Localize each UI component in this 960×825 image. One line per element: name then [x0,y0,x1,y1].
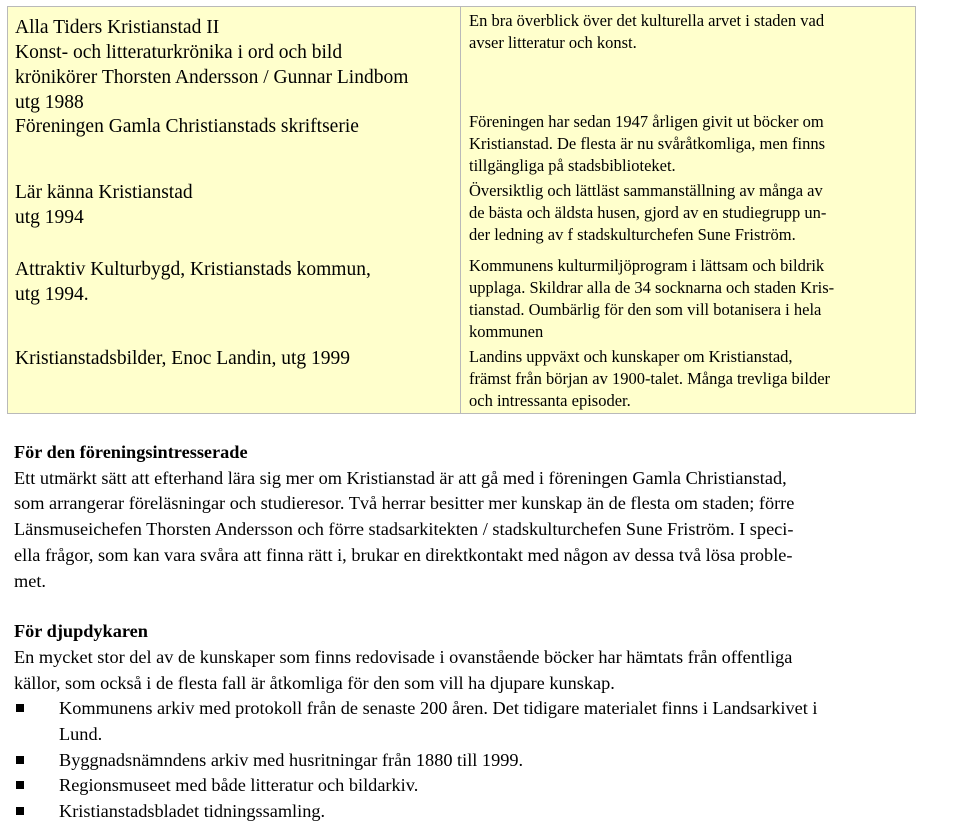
book-description: Landins uppväxt och kunskaper om Kristianstad, främst från början av 1900-talet. Många trevliga bilder och intressanta episoder. [469,347,831,410]
paragraph-interested: Ett utmärkt sätt att efterhand lära sig mer om Kristianstad är att gå med i föreningen Gamla Christianstad, som arrangerar föreläsningar och studieresor. Två herrar besitter mer kunskap än de flesta om staden; förre Länsmuseichefen Thorsten Andersson och förre stadsarkitekten / stadskulturchefen Sune Friström. I speci- ella frågor, som kan vara svåra att finna rätt i, brukar en direktkontakt med någon av dessa två lösa proble- met. [14,467,795,591]
book-title: Kristianstadsbilder, Enoc Landin, utg 1999 [15,348,350,369]
book-title: Föreningen Gamla Christianstads skriftserie [15,116,359,137]
body-text [14,440,946,825]
list-item: Byggnadsnämndens arkiv med husritningar från 1880 till 1999. [14,748,946,774]
book-description: Föreningen har sedan 1947 årligen givit ut böcker om Kristianstad. De flesta är nu svåråtkomliga, men finns tillgängliga på stadsbiblioteket. [469,112,826,175]
section-heading-interested: För den föreningsintresserade [14,442,248,462]
book-title: Lär känna Kristianstad utg 1994 [15,182,193,228]
book-list-table [7,6,916,414]
book-description: Kommunens kulturmiljöprogram i lättsam och bildrik upplaga. Skildrar alla de 34 socknarna och staden Kris- tianstad. Oumbärlig för den som vill botanisera i hela kommunen [469,256,835,341]
paragraph-deep-divers: En mycket stor del av de kunskaper som finns redovisade i ovanstående böcker har hämtats från offentliga källor, som också i de flesta fall är åtkomliga för den som vill ha djupare kunskap. [14,646,793,693]
list-item: Kommunens arkiv med protokoll från de senaste 200 åren. Det tidigare materialet finns i Landsarkivet i Lund. [14,696,946,747]
book-description: Översiktlig och lättläst sammanställning av många av de bästa och äldsta husen, gjord av en studiegrupp un- der ledning av f stadskulturchefen Sune Friström. [469,181,827,244]
book-description: En bra överblick över det kulturella arvet i staden vad avser litteratur och konst. [469,11,825,52]
book-title: Alla Tiders Kristianstad II Konst- och litteraturkrönika i ord och bild krönikörer Thorsten Andersson / Gunnar Lindbom utg 1988 [15,17,409,113]
list-item: Regionsmuseet med både litteratur och bildarkiv. [14,773,946,799]
section-heading-deep-divers: För djupdykaren [14,621,148,642]
book-title: Attraktiv Kulturbygd, Kristianstads kommun, utg 1994. [15,259,371,305]
source-list [14,696,946,825]
list-item: Kristianstadsbladet tidningssamling. [14,799,946,825]
